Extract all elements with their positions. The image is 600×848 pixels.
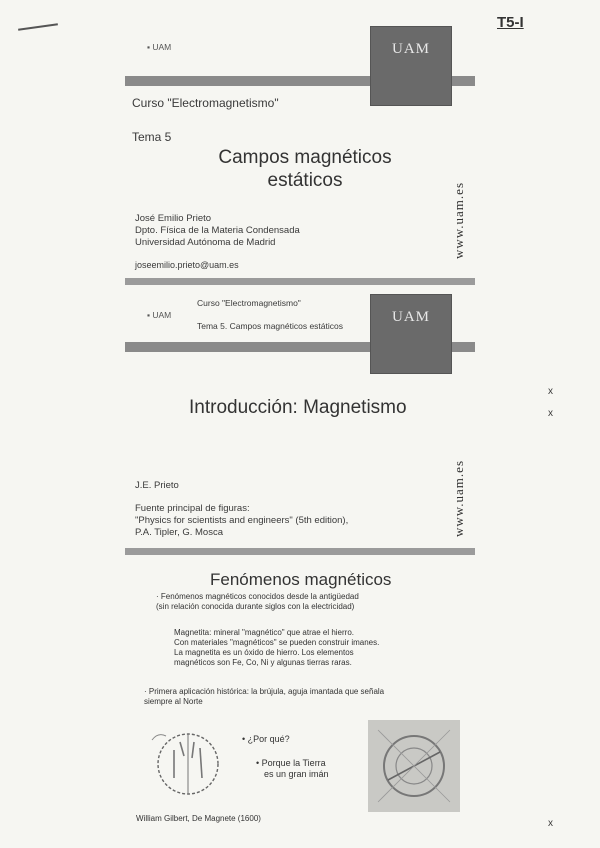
bullet-compass: · Primera aplicación histórica: la brújula, aguja imantada que señala siempre al Norte <box>144 687 385 706</box>
margin-mark: x <box>548 408 553 419</box>
uam-logo: UAM <box>370 294 452 374</box>
caption: William Gilbert, De Magnete (1600) <box>136 814 261 823</box>
author: J.E. Prieto <box>135 480 179 491</box>
slide-1 <box>125 22 475 290</box>
compass-earth-image <box>368 720 460 812</box>
uam-small-logo: ▪ UAM <box>147 310 172 320</box>
author-email: joseemilio.prieto@uam.es <box>135 260 239 270</box>
gilbert-engraving <box>144 720 234 800</box>
bullet-ancient: · Fenómenos magnéticos conocidos desde la antigüedad (sin relación conocida durante siglos con la electricidad) <box>156 592 359 611</box>
course-title: Curso "Electromagnetismo" <box>197 298 301 308</box>
slide-3 <box>130 562 480 832</box>
course-title: Curso "Electromagnetismo" <box>132 96 279 110</box>
pen-mark <box>18 23 58 31</box>
slide-title: Introducción: Magnetismo <box>189 397 407 418</box>
figure-source: Fuente principal de figuras: "Physics for scientists and engineers" (5th edition), P.A. Tipler, G. Mosca <box>135 503 349 538</box>
side-url: www.uam.es <box>451 460 466 538</box>
margin-mark: x <box>548 386 553 397</box>
why-bullet: • ¿Por qué? <box>242 734 290 744</box>
side-url: www.uam.es <box>451 182 466 260</box>
margin-mark: x <box>548 818 553 829</box>
uam-small-logo: ▪ UAM <box>147 42 172 52</box>
author-block: José Emilio Prieto Dpto. Física de la Materia Condensada Universidad Autónoma de Madrid <box>135 213 300 248</box>
sub-bullets: Magnetita: mineral "magnético" que atrae el hierro. Con materiales "magnéticos" se pueden construir imanes. La magnetita es un óxido de hierro. Los elementos magnéticos son Fe, Co, Ni y algunas tierras raras. <box>174 628 380 667</box>
slide-2 <box>125 292 475 557</box>
slide-title: Campos magnéticos estáticos <box>218 147 392 191</box>
slide-title: Fenómenos magnéticos <box>210 570 392 589</box>
uam-logo: UAM <box>370 26 452 106</box>
topic-label: Tema 5. Campos magnéticos estáticos <box>197 321 343 331</box>
answer-bullet: • Porque la Tierra es un gran imán <box>256 758 329 779</box>
page-tag: T5-I <box>497 14 524 31</box>
topic-label: Tema 5 <box>132 130 172 144</box>
slide-footer <box>125 548 475 555</box>
slide-footer <box>125 278 475 285</box>
